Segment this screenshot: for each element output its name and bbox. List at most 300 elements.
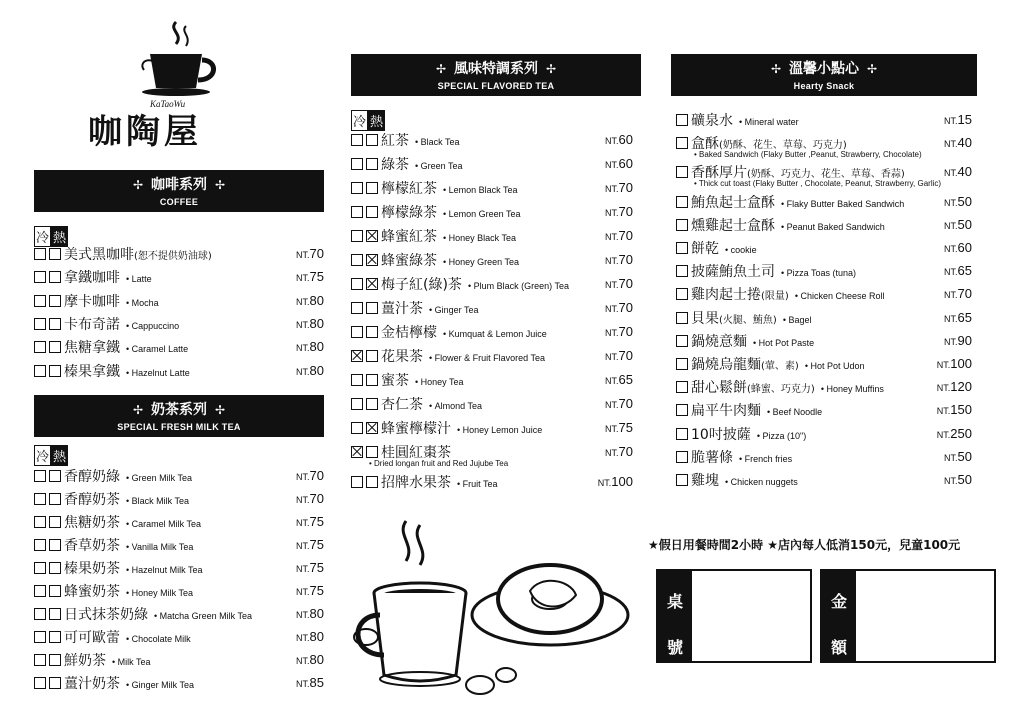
hot-checkbox[interactable] <box>49 493 61 505</box>
item-note: (葷、素) <box>761 361 799 372</box>
item-price <box>296 606 324 621</box>
cold-checkbox[interactable] <box>351 422 363 434</box>
item-name <box>691 473 719 489</box>
coffee-cup-logo-icon <box>136 18 226 98</box>
price-value: 70 <box>618 444 633 459</box>
price-value: 80 <box>309 292 324 308</box>
price-prefix: NT. <box>296 679 310 689</box>
menu-item[interactable]: 香草奶茶 • Vanilla Milk Tea NT.75 <box>34 535 324 555</box>
item-price <box>937 379 972 394</box>
menu-item[interactable]: 蜂蜜檸檬汁 • Honey Lemon Juice NT.75 <box>351 418 633 438</box>
hot-checkbox[interactable] <box>49 585 61 597</box>
cold-checkbox[interactable] <box>34 470 46 482</box>
price-prefix: NT. <box>605 376 619 386</box>
price-value: 50 <box>957 472 972 487</box>
item-name-en: Caramel Milk Tea <box>131 519 202 529</box>
cold-checkbox[interactable] <box>351 158 363 170</box>
menu-item[interactable]: 雞塊 • Chicken nuggets NT.50 <box>676 470 972 490</box>
item-name <box>691 357 799 373</box>
price-value: 70 <box>309 246 324 261</box>
menu-item[interactable]: 餅乾 • cookie NT.60 <box>676 238 972 258</box>
price-prefix: NT. <box>296 656 310 666</box>
item-name-zh: 金桔檸檬 <box>381 325 437 341</box>
order-checkbox[interactable] <box>676 166 688 178</box>
item-name <box>381 181 437 197</box>
price-prefix: NT. <box>936 383 951 394</box>
menu-item[interactable]: 香醇奶茶 • Black Milk Tea NT.70 <box>34 489 324 509</box>
cold-checkbox[interactable] <box>34 539 46 551</box>
cold-checkbox[interactable] <box>34 341 46 353</box>
item-price <box>605 228 633 243</box>
order-checkbox[interactable] <box>676 474 688 486</box>
tea-title: 風味特調系列 <box>454 61 538 77</box>
price-prefix: NT. <box>296 472 310 482</box>
price-value: 70 <box>618 300 633 315</box>
item-price <box>944 286 972 301</box>
hot-checkbox[interactable] <box>49 677 61 689</box>
item-price <box>605 324 633 339</box>
price-prefix: NT. <box>605 400 619 410</box>
menu-item[interactable]: 檸檬紅茶 • Lemon Black Tea NT.70 <box>351 178 633 198</box>
price-prefix: NT. <box>296 564 310 574</box>
hot-checkbox[interactable] <box>366 302 378 314</box>
item-name-zh: 扁平牛肉麵 <box>691 403 761 420</box>
hot-label: 熱 <box>368 110 385 131</box>
price-prefix: NT. <box>944 197 958 208</box>
item-name <box>381 253 437 269</box>
item-name <box>64 538 120 554</box>
menu-item[interactable]: 礦泉水 • Mineral water NT.15 <box>676 110 972 130</box>
item-name <box>381 133 409 149</box>
price-prefix: NT. <box>597 478 612 488</box>
menu-item[interactable]: 蜂蜜綠茶 • Honey Green Tea NT.70 <box>351 250 633 270</box>
amount-box[interactable] <box>820 569 996 663</box>
item-name-zh: 薑汁奶茶 <box>64 676 120 692</box>
item-name-en: Honey Tea <box>420 377 464 387</box>
table-number-box[interactable] <box>656 569 812 663</box>
menu-item[interactable]: 10吋披薩 • Pizza (10") NT.250 <box>676 424 972 444</box>
item-name <box>691 380 815 396</box>
item-name <box>381 325 437 341</box>
item-name-en: Honey Black Tea <box>448 233 517 243</box>
menu-item[interactable]: 薑汁奶茶 • Ginger Milk Tea NT.85 <box>34 673 324 693</box>
price-value: 75 <box>309 269 324 285</box>
price-value: 80 <box>309 362 324 378</box>
menu-item[interactable]: 榛果拿鐵 • Hazelnut Latte NT.80 <box>34 361 324 381</box>
item-name-zh: 焦糖奶茶 <box>64 515 120 531</box>
item-name-en: Kumquat & Lemon Juice <box>448 329 547 339</box>
item-name-zh: 披薩鮪魚土司 <box>691 264 775 281</box>
item-name-en: Chicken Cheese Roll <box>800 291 885 302</box>
item-price <box>944 310 972 325</box>
price-value: 250 <box>950 425 972 441</box>
menu-item[interactable]: 蜜茶 • Honey Tea NT.65 <box>351 370 633 390</box>
item-note: (奶酥、巧克力、花生、草莓、香蒜) <box>747 169 905 181</box>
order-checkbox[interactable] <box>676 137 688 149</box>
cold-checkbox[interactable] <box>351 350 363 362</box>
price-prefix: NT. <box>936 360 951 370</box>
order-checkbox[interactable] <box>676 404 688 416</box>
item-name <box>381 277 462 293</box>
coffee-title-en: COFFEE <box>159 197 199 207</box>
price-prefix: NT. <box>944 220 958 231</box>
item-price <box>598 474 633 489</box>
hot-checkbox[interactable] <box>49 318 61 330</box>
hot-checkbox[interactable] <box>49 654 61 666</box>
item-name <box>64 247 212 263</box>
hot-checkbox[interactable] <box>366 182 378 194</box>
hot-label: 熱 <box>51 445 68 466</box>
price-value: 70 <box>618 204 633 219</box>
menu-item[interactable]: 披薩鮪魚土司 • Pizza Toas (tuna) NT.65 <box>676 261 972 281</box>
price-value: 15 <box>957 112 972 127</box>
price-value: 50 <box>957 216 972 232</box>
price-prefix: NT. <box>605 280 619 290</box>
menu-item[interactable]: 扁平牛肉麵 • Beef Noodle NT.150 <box>676 400 972 420</box>
price-prefix: NT. <box>605 424 619 434</box>
order-checkbox[interactable] <box>676 312 688 324</box>
item-note: (火腿、鮪魚) <box>719 314 777 326</box>
order-checkbox[interactable] <box>676 335 688 347</box>
item-name-zh: 蜂蜜奶茶 <box>64 584 120 600</box>
cold-checkbox[interactable] <box>351 374 363 386</box>
item-name-zh: 脆薯條 <box>691 449 733 466</box>
item-name-en: Green Milk Tea <box>131 473 193 483</box>
order-checkbox[interactable] <box>676 288 688 300</box>
menu-item[interactable]: 榛果奶茶 • Hazelnut Milk Tea NT.75 <box>34 558 324 578</box>
hot-checkbox[interactable] <box>366 374 378 386</box>
price-value: 60 <box>618 156 633 171</box>
price-prefix: NT. <box>936 429 951 440</box>
price-prefix: NT. <box>605 160 619 170</box>
cold-checkbox[interactable] <box>351 230 363 242</box>
order-checkbox[interactable] <box>676 428 688 440</box>
item-name-zh: 香酥厚片 <box>691 165 747 182</box>
item-name <box>691 334 747 350</box>
item-name-en: Black Tea <box>420 137 460 147</box>
price-prefix: NT. <box>605 232 619 242</box>
item-name-zh: 餅乾 <box>691 241 719 257</box>
hot-checkbox[interactable] <box>49 271 61 283</box>
price-prefix: NT. <box>944 139 958 150</box>
item-name <box>691 264 775 280</box>
price-value: 75 <box>309 583 324 598</box>
cold-checkbox[interactable] <box>351 254 363 266</box>
item-name-zh: 蜜茶 <box>381 373 409 389</box>
hot-checkbox[interactable] <box>366 476 378 488</box>
item-name-en: Honey Lemon Juice <box>462 425 543 435</box>
cold-checkbox[interactable] <box>34 608 46 620</box>
menu-item[interactable]: 燻雞起士盒酥 • Peanut Baked Sandwich NT.50 <box>676 215 972 235</box>
menu-item[interactable]: 鮪魚起士盒酥 • Flaky Butter Baked Sandwich NT.50 <box>676 192 972 212</box>
menu-item[interactable]: 香醇奶綠 • Green Milk Tea NT.70 <box>34 466 324 486</box>
menu-item[interactable]: 杏仁茶 • Almond Tea NT.70 <box>351 394 633 414</box>
item-price <box>296 246 324 261</box>
item-price <box>605 444 633 459</box>
item-name-zh: 雞塊 <box>691 473 719 489</box>
cold-checkbox[interactable] <box>351 476 363 488</box>
item-name-en: Pizza (10") <box>762 430 807 441</box>
cold-checkbox[interactable] <box>34 585 46 597</box>
price-value: 75 <box>309 560 324 575</box>
price-value: 150 <box>950 402 972 418</box>
item-name <box>64 630 120 646</box>
item-price <box>944 449 972 464</box>
item-name <box>381 475 451 491</box>
item-name-zh: 甜心鬆餅 <box>691 380 747 397</box>
item-name <box>691 113 733 129</box>
price-value: 60 <box>618 132 633 147</box>
hot-checkbox[interactable] <box>49 248 61 260</box>
price-prefix: NT. <box>944 168 958 179</box>
menu-item[interactable]: 鍋燒烏龍麵(葷、素) • Hot Pot Udon NT.100 <box>676 354 972 374</box>
hot-checkbox[interactable] <box>49 539 61 551</box>
menu-item[interactable]: 可可歐蕾 • Chocolate Milk NT.80 <box>34 627 324 647</box>
hot-checkbox[interactable] <box>49 608 61 620</box>
price-prefix: NT. <box>296 366 310 377</box>
item-price <box>944 112 972 127</box>
hot-checkbox[interactable] <box>366 230 378 242</box>
hot-checkbox[interactable] <box>49 295 61 307</box>
price-value: 65 <box>957 309 972 325</box>
cold-checkbox[interactable] <box>34 365 46 377</box>
menu-item[interactable]: 貝果(火腿、鮪魚) • Bagel NT.65 <box>676 308 972 328</box>
price-value: 80 <box>309 652 324 667</box>
menu-item[interactable]: 日式抹茶奶綠 • Matcha Green Milk Tea NT.80 <box>34 604 324 624</box>
cold-checkbox[interactable] <box>351 326 363 338</box>
hot-checkbox[interactable] <box>49 365 61 377</box>
item-price <box>296 316 324 331</box>
item-name-zh: 10吋披薩 <box>691 426 751 443</box>
cold-checkbox[interactable] <box>351 446 363 458</box>
item-name-en: Lemon Green Tea <box>448 209 521 219</box>
cold-checkbox[interactable] <box>351 398 363 410</box>
order-checkbox[interactable] <box>676 196 688 208</box>
menu-item[interactable]: 招牌水果茶 • Fruit Tea NT.100 <box>351 472 633 492</box>
item-price <box>296 491 324 506</box>
item-name <box>691 218 775 234</box>
item-name-en: Thick cut toast (Flaky Butter , Chocolate, Peanut, Strawberry, Garlic) <box>698 179 942 189</box>
menu-item[interactable]: 蜂蜜紅茶 • Honey Black Tea NT.70 <box>351 226 633 246</box>
hot-checkbox[interactable] <box>49 516 61 528</box>
price-value: 70 <box>309 468 324 483</box>
price-value: 75 <box>618 420 633 435</box>
item-price <box>605 132 633 147</box>
item-name-en: Bagel <box>788 314 812 325</box>
cold-checkbox[interactable] <box>34 654 46 666</box>
item-name-zh: 桂圓紅棗茶 <box>381 445 451 461</box>
cold-label: 冷 <box>34 226 51 247</box>
menu-item[interactable]: 紅茶 • Black Tea NT.60 <box>351 130 633 150</box>
menu-item[interactable]: 拿鐵咖啡 • Latte NT.75 <box>34 267 324 287</box>
menu-item[interactable]: 脆薯條 • French fries NT.50 <box>676 447 972 467</box>
item-name-zh: 拿鐵咖啡 <box>64 270 120 287</box>
cold-checkbox[interactable] <box>34 562 46 574</box>
item-price <box>296 675 324 690</box>
milktea-title: 奶茶系列 <box>151 402 207 418</box>
snack-title: 溫馨小點心 <box>789 61 859 77</box>
cold-checkbox[interactable] <box>351 206 363 218</box>
item-name-en: Flower & Fruit Flavored Tea <box>434 353 546 363</box>
item-name-en: Plum Black (Green) Tea <box>473 281 569 291</box>
item-price <box>296 583 324 598</box>
hot-checkbox[interactable] <box>366 446 378 458</box>
item-name-zh: 招牌水果茶 <box>381 475 451 491</box>
menu-item[interactable]: 金桔檸檬 • Kumquat & Lemon Juice NT.70 <box>351 322 633 342</box>
hot-checkbox[interactable] <box>49 631 61 643</box>
menu-item[interactable]: 薑汁茶 • Ginger Tea NT.70 <box>351 298 633 318</box>
cold-checkbox[interactable] <box>351 182 363 194</box>
price-prefix: NT. <box>296 319 310 330</box>
menu-item[interactable]: 焦糖拿鐵 • Caramel Latte NT.80 <box>34 337 324 357</box>
price-prefix: NT. <box>296 518 310 528</box>
order-checkbox[interactable] <box>676 265 688 277</box>
cold-checkbox[interactable] <box>34 248 46 260</box>
price-value: 80 <box>309 606 324 621</box>
menu-item[interactable]: 梅子紅(綠)茶 • Plum Black (Green) Tea NT.70 <box>351 274 633 294</box>
menu-item[interactable]: 焦糖奶茶 • Caramel Milk Tea NT.75 <box>34 512 324 532</box>
price-prefix: NT. <box>944 116 958 126</box>
item-name-en: Fruit Tea <box>462 479 498 489</box>
item-name-zh: 香草奶茶 <box>64 538 120 554</box>
hot-checkbox[interactable] <box>49 470 61 482</box>
price-prefix: NT. <box>944 452 958 463</box>
item-name-zh: 榛果奶茶 <box>64 561 120 577</box>
item-price <box>944 194 972 209</box>
coffee-title: 咖啡系列 <box>151 177 207 193</box>
item-name-zh: 焦糖拿鐵 <box>64 340 120 357</box>
table-label-1: 桌 <box>666 592 683 611</box>
item-name-en: Caramel Latte <box>131 344 189 355</box>
price-value: 75 <box>309 537 324 552</box>
item-name-zh: 香醇奶綠 <box>64 469 120 485</box>
item-name <box>64 676 120 692</box>
menu-item[interactable] <box>34 244 324 264</box>
menu-item[interactable]: 綠茶 • Green Tea NT.60 <box>351 154 633 174</box>
item-name <box>64 469 120 485</box>
item-name-en: Vanilla Milk Tea <box>131 542 194 552</box>
order-checkbox[interactable] <box>676 451 688 463</box>
price-prefix: NT. <box>936 406 951 417</box>
cold-checkbox[interactable] <box>34 631 46 643</box>
cold-checkbox[interactable] <box>34 493 46 505</box>
menu-item[interactable]: 甜心鬆餅(蜂蜜、巧克力) • Honey Muffins NT.120 <box>676 377 972 397</box>
item-name-en: Mocha <box>131 297 159 308</box>
item-name-en: Baked Sandwich (Flaky Butter ,Peanut, Strawberry, Chocolate) <box>699 150 922 160</box>
hot-checkbox[interactable] <box>366 158 378 170</box>
cold-checkbox[interactable] <box>34 295 46 307</box>
menu-item[interactable]: 蜂蜜奶茶 • Honey Milk Tea NT.75 <box>34 581 324 601</box>
item-price <box>605 156 633 171</box>
hot-checkbox[interactable] <box>366 422 378 434</box>
menu-item[interactable]: 摩卡咖啡 • Mocha NT.80 <box>34 291 324 311</box>
item-price <box>296 514 324 529</box>
item-price <box>296 537 324 552</box>
item-note: (恕不提供奶油球) <box>134 251 212 262</box>
item-name <box>691 403 761 419</box>
price-prefix: NT. <box>605 304 619 314</box>
cold-checkbox[interactable] <box>351 302 363 314</box>
hot-checkbox[interactable] <box>366 398 378 410</box>
item-name-zh: 蜂蜜檸檬汁 <box>381 421 451 437</box>
item-name-zh: 杏仁茶 <box>381 397 423 413</box>
price-value: 50 <box>957 448 972 464</box>
snack-title-en: Hearty Snack <box>793 81 855 91</box>
menu-item[interactable]: 花果茶 • Flower & Fruit Flavored Tea NT.70 <box>351 346 633 366</box>
item-name-en: Peanut Baked Sandwich <box>786 221 885 232</box>
price-value: 60 <box>957 240 972 255</box>
price-value: 70 <box>618 348 633 363</box>
item-note: (奶酥、花生、草莓、巧克力) <box>719 140 847 152</box>
hot-checkbox[interactable] <box>366 326 378 338</box>
cold-checkbox[interactable] <box>34 271 46 283</box>
menu-item[interactable]: 卡布奇諾 • Cappuccino NT.80 <box>34 314 324 334</box>
price-value: 70 <box>618 228 633 243</box>
item-name <box>381 301 423 317</box>
cold-checkbox[interactable] <box>351 134 363 146</box>
item-name <box>64 584 120 600</box>
price-prefix: NT. <box>296 273 310 284</box>
tea-hot-cold-header <box>351 110 385 131</box>
order-checkbox[interactable] <box>676 381 688 393</box>
item-name-zh: 雞肉起士捲 <box>691 287 761 304</box>
item-name-zh: 摩卡咖啡 <box>64 293 120 310</box>
order-checkbox[interactable] <box>676 114 688 126</box>
hot-checkbox[interactable] <box>366 206 378 218</box>
price-prefix: NT. <box>296 587 310 597</box>
hot-checkbox[interactable] <box>366 134 378 146</box>
item-name-zh: 礦泉水 <box>691 113 733 129</box>
item-price <box>944 263 972 278</box>
item-name-en: Latte <box>131 274 152 285</box>
price-value: 100 <box>611 474 633 489</box>
menu-item[interactable]: 鮮奶茶 • Milk Tea NT.80 <box>34 650 324 670</box>
price-prefix: NT. <box>296 541 310 551</box>
item-description-en: • Dried longan fruit and Red Jujube Tea <box>369 459 509 468</box>
cold-checkbox[interactable] <box>34 677 46 689</box>
price-value: 70 <box>618 252 633 267</box>
order-checkbox[interactable] <box>676 242 688 254</box>
cold-checkbox[interactable] <box>34 318 46 330</box>
price-value: 80 <box>309 315 324 331</box>
item-name-zh: 綠茶 <box>381 157 409 173</box>
menu-item[interactable]: 檸檬綠茶 • Lemon Green Tea NT.70 <box>351 202 633 222</box>
item-price <box>944 135 972 150</box>
item-name-en: Cappuccino <box>131 320 180 331</box>
hot-checkbox[interactable] <box>49 562 61 574</box>
hot-checkbox[interactable] <box>366 278 378 290</box>
item-name-zh: 盒酥 <box>691 136 719 153</box>
hot-checkbox[interactable] <box>366 350 378 362</box>
item-name-en: Lemon Black Tea <box>448 185 518 195</box>
menu-item[interactable]: 鍋燒意麵 • Hot Pot Paste NT.90 <box>676 331 972 351</box>
hot-checkbox[interactable] <box>49 341 61 353</box>
notice-text: ★假日用餐時間2小時 ★店內每人低消150元，兒童100元 <box>648 538 961 552</box>
price-prefix: NT. <box>605 448 619 458</box>
item-price <box>937 356 972 371</box>
item-price <box>937 426 972 441</box>
item-name-zh: 花果茶 <box>381 349 423 365</box>
cold-checkbox[interactable] <box>34 516 46 528</box>
cold-checkbox[interactable] <box>351 278 363 290</box>
price-value: 50 <box>957 193 972 209</box>
amount-label-1: 金 <box>830 592 847 611</box>
order-checkbox[interactable] <box>676 358 688 370</box>
item-price <box>605 204 633 219</box>
hot-checkbox[interactable] <box>366 254 378 266</box>
menu-item[interactable]: 雞肉起士捲(限量) • Chicken Cheese Roll NT.70 <box>676 284 972 304</box>
order-checkbox[interactable] <box>676 219 688 231</box>
